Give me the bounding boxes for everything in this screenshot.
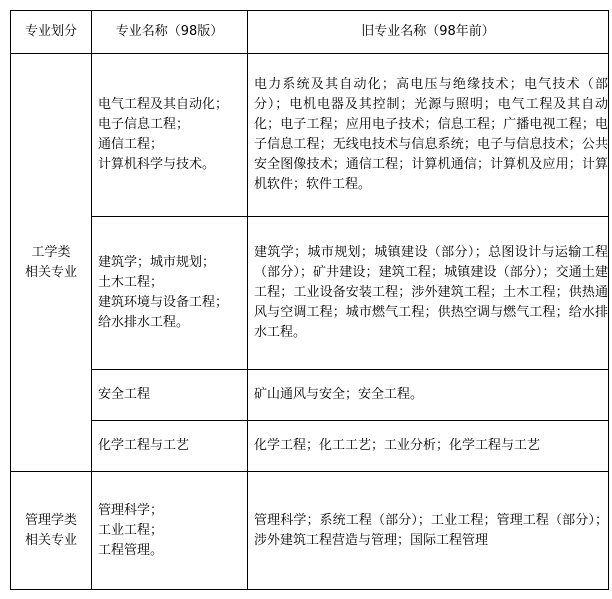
table-row [11, 472, 609, 590]
new-major-line: 计算机科学与技术。 [98, 157, 216, 172]
header-old-major: 旧专业名称（98年前） [248, 11, 609, 54]
new-major-cell [92, 54, 248, 217]
new-major-line: 工业工程； [98, 522, 164, 538]
new-major-cell [92, 421, 248, 472]
new-major-line: 建筑环境与设备工程； [98, 295, 229, 310]
new-major-line: 给水排水工程。 [98, 315, 190, 330]
table-row [11, 54, 609, 217]
category-engineering [11, 54, 92, 472]
header-row [11, 11, 609, 54]
old-major-cell: 建筑学；城市规划；城镇建设（部分）；总图设计与运输工程（部分）；矿井建设；建筑工程；城镇建设（部分）；交通土建工程；工业设备安装工程；涉外建筑工程；土木工程；供热通风与空调工程；城市燃气工程；供热空调与燃气工程；给水排水工程。 [248, 217, 609, 370]
old-major-cell: 管理科学；系统工程（部分）；工业工程；管理工程（部分）；涉外建筑工程营造与管理；国际工程管理 [248, 472, 609, 590]
new-major-line: 化学工程与工艺 [98, 438, 190, 453]
old-major-cell: 电力系统及其自动化；高电压与绝缘技术；电气技术（部分）；电机电器及其控制；光源与照明；电气工程及其自动化；电子工程；应用电子技术；信息工程；广播电视工程；电子信息工程；无线电技术与信息系统；电子与信息技术；公共安全图像技术；通信工程；计算机通信；计算机及应用；计算机软件；软件工程。 [248, 54, 609, 217]
table-row [11, 421, 609, 472]
new-major-line: 工程管理。 [98, 542, 164, 558]
new-major-line: 安全工程 [98, 387, 151, 402]
new-major-line: 通信工程； [98, 137, 164, 152]
new-major-cell [92, 472, 248, 590]
header-new-major: 专业名称（98版） [92, 11, 248, 54]
header-category: 专业划分 [11, 11, 92, 54]
new-major-line: 电气工程及其自动化； [98, 97, 229, 112]
new-major-cell [92, 217, 248, 370]
category-line: 工学类 [31, 244, 71, 260]
new-major-line: 电子信息工程； [98, 117, 190, 132]
major-mapping-table [10, 10, 609, 590]
table-row [11, 217, 609, 370]
old-major-cell: 化学工程；化工工艺；工业分析；化学工程与工艺 [248, 421, 609, 472]
category-line: 相关专业 [24, 532, 77, 548]
new-major-line: 建筑学；城市规划； [98, 255, 216, 270]
new-major-cell [92, 370, 248, 421]
new-major-line: 管理科学； [98, 502, 164, 518]
category-line: 相关专业 [24, 264, 77, 280]
new-major-line: 土木工程； [98, 275, 164, 290]
category-management [11, 472, 92, 590]
old-major-cell: 矿山通风与安全；安全工程。 [248, 370, 609, 421]
table-row [11, 370, 609, 421]
category-line: 管理学类 [24, 512, 77, 528]
